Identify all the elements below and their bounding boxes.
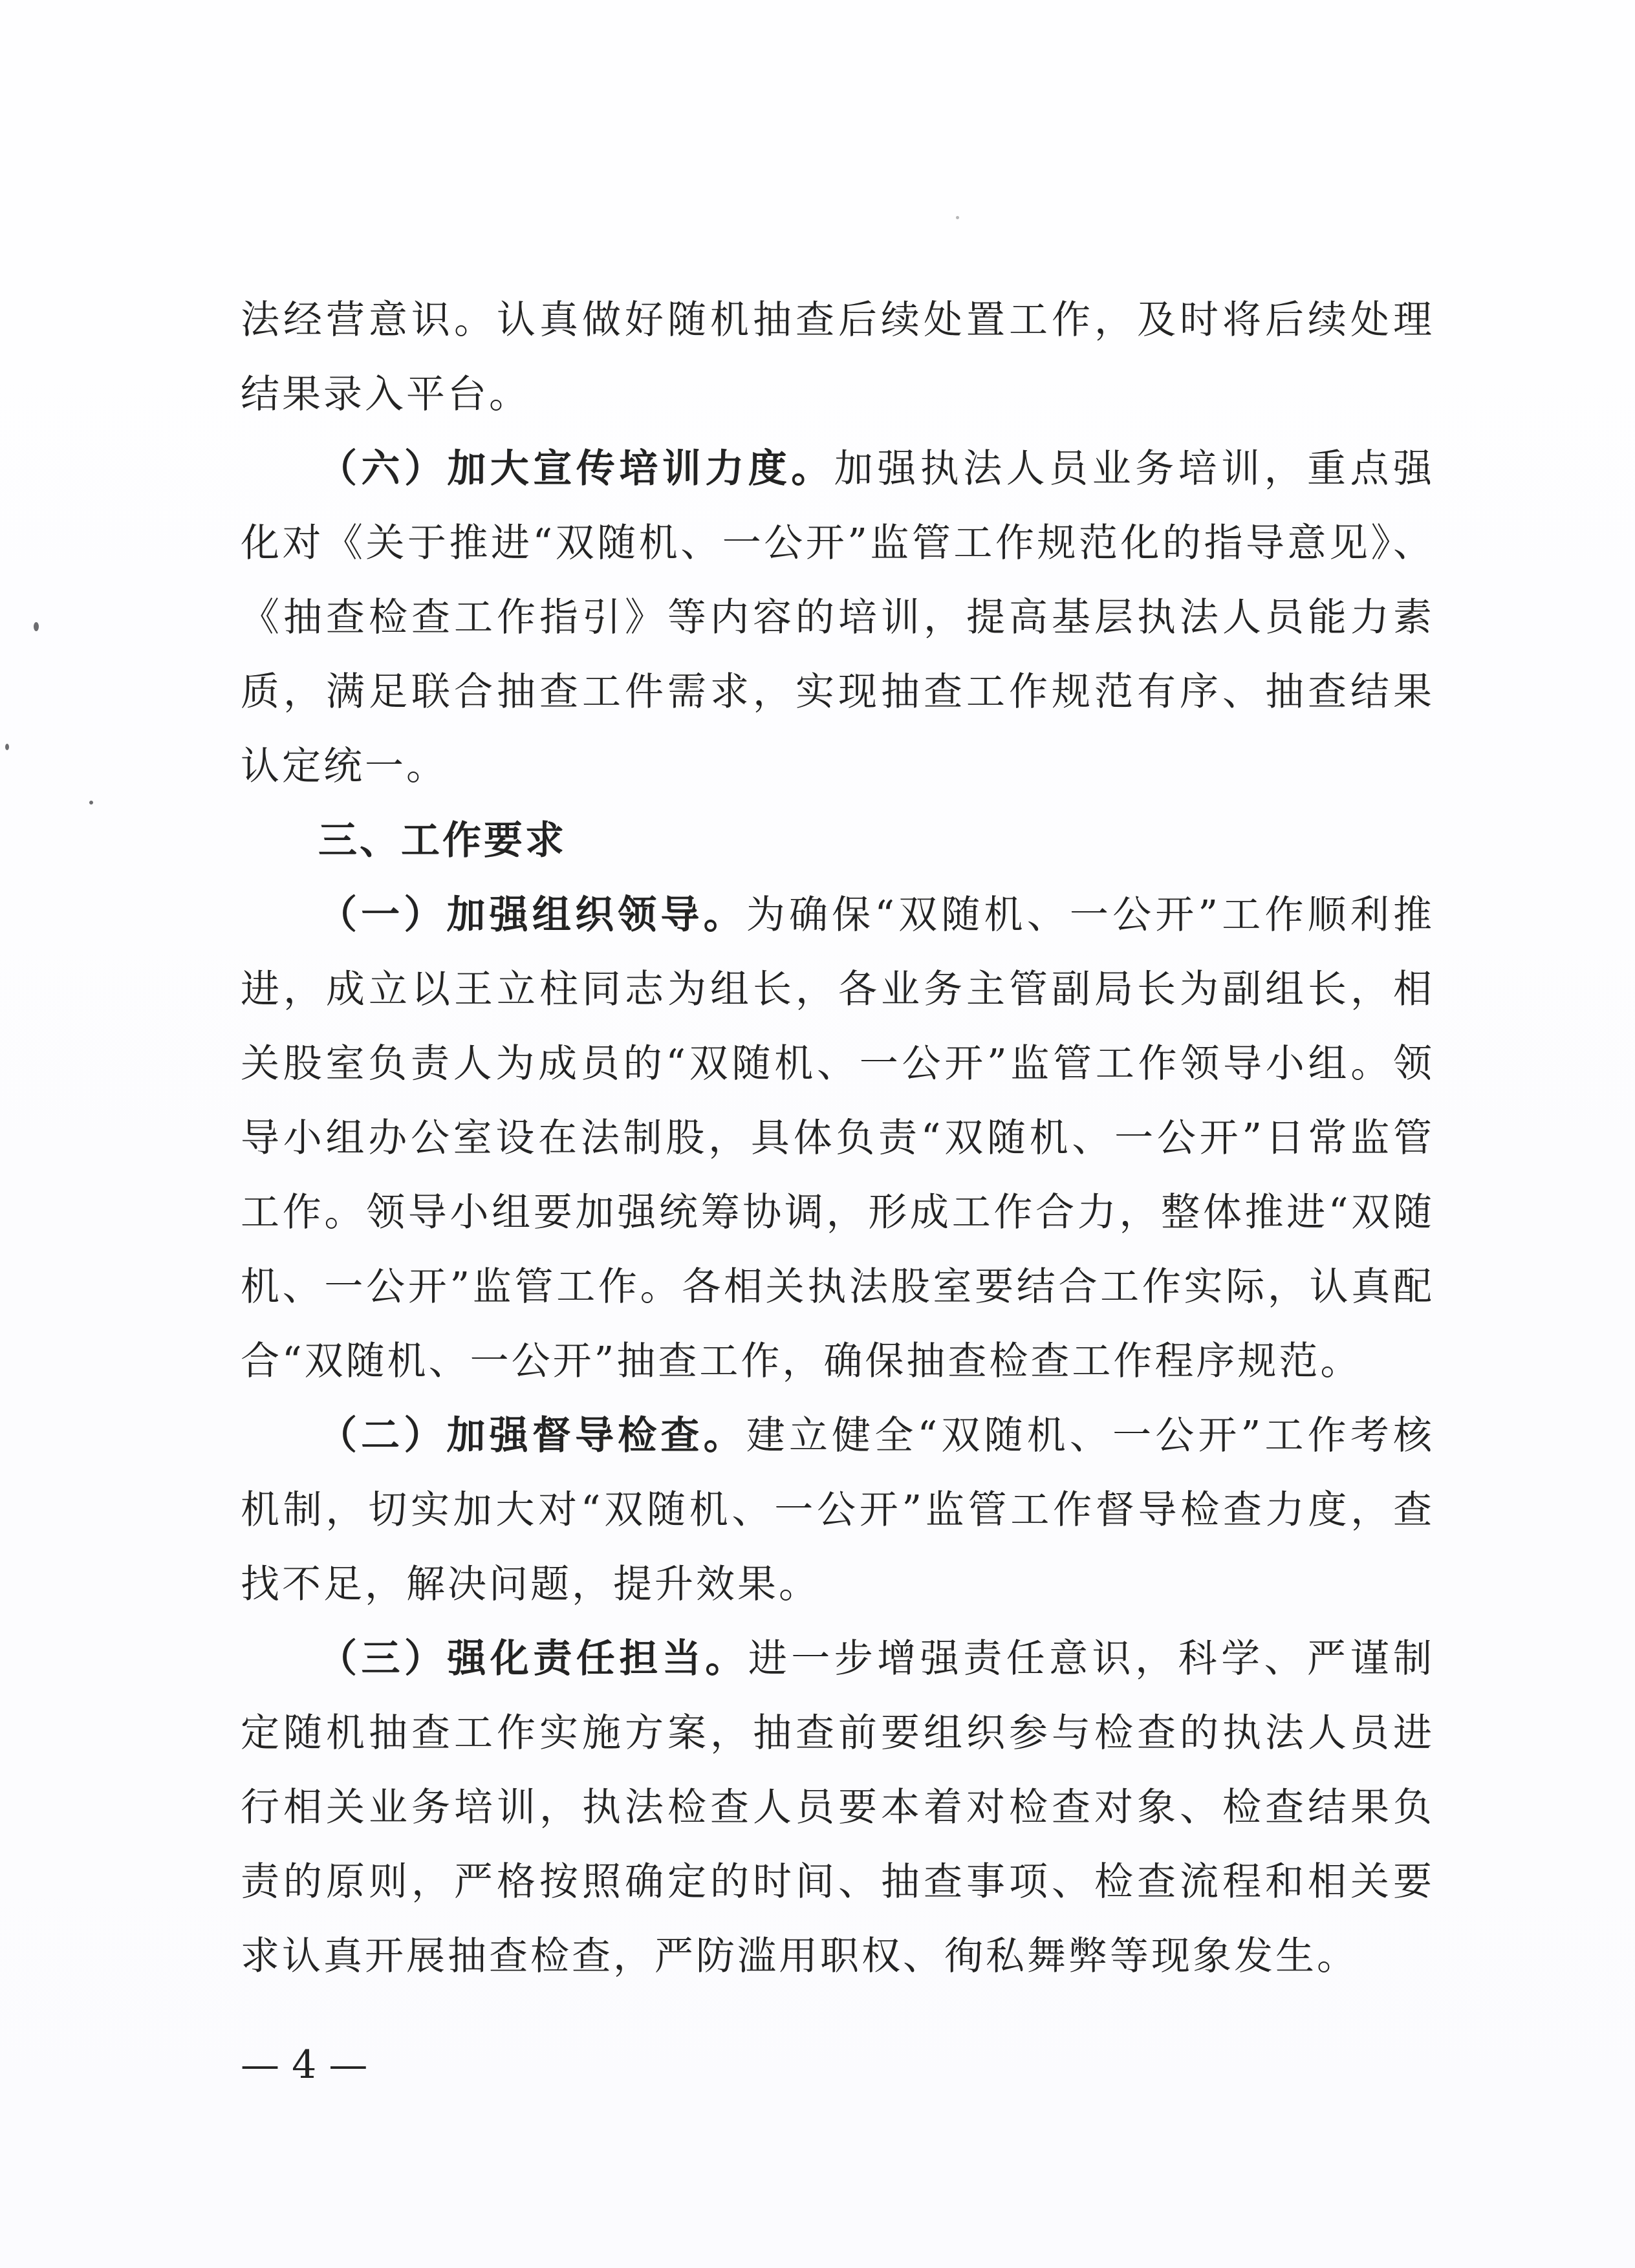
section-heading-work-requirements: 三、工作要求 bbox=[318, 818, 567, 863]
paragraph-organization-leadership bbox=[241, 878, 1435, 1399]
req2-text: 建立健全“双随机、一公开”工作考核机制，切实加大对“双随机、一公开”监管工作督导检查力度，查找不足，解决问题，提升效果。 bbox=[241, 1413, 1435, 1607]
req3-text: 进一步增强责任意识，科学、严谨制定随机抽查工作实施方案，抽查前要组织参与检查的执法人员进行相关业务培训，执法检查人员要本着对检查对象、检查结果负责的原则，严格按照确定的时间、抽查事项、检查流程和相关要求认真开展抽查检查，严防滥用职权、徇私舞弊等现象发生。 bbox=[241, 1636, 1435, 1979]
scan-speck bbox=[956, 216, 959, 219]
page-number: — 4 — bbox=[241, 2042, 368, 2088]
paragraph-publicity-training bbox=[241, 432, 1435, 804]
document-body bbox=[241, 283, 1435, 1994]
scan-speck bbox=[89, 801, 93, 805]
req2-heading: （二）加强督导检查。 bbox=[318, 1413, 746, 1458]
req1-text: 为确保“双随机、一公开”工作顺利推进，成立以王立柱同志为组长，各业务主管副局长为副组长，相关股室负责人为成员的“双随机、一公开”监管工作领导小组。领导小组办公室设在法制股，具体负责“双随机、一公开”日常监管工作。领导小组要加强统筹协调，形成工作合力，整体推进“双随机、一公开”监管工作。各相关执法股室要结合工作实际，认真配合“双随机、一公开”抽查工作，确保抽查检查工作程序规范。 bbox=[241, 892, 1435, 1384]
continuation-paragraph: 法经营意识。认真做好随机抽查后续处置工作，及时将后续处理结果录入平台。 bbox=[241, 297, 1435, 417]
req3-heading: （三）强化责任担当。 bbox=[318, 1636, 748, 1681]
paragraph-supervision-inspection bbox=[241, 1399, 1435, 1622]
paragraph-responsibility bbox=[241, 1622, 1435, 1994]
item6-heading: （六）加大宣传培训力度。 bbox=[318, 446, 834, 491]
req1-heading: （一）加强组织领导。 bbox=[318, 892, 746, 938]
item6-text: 加强执法人员业务培训，重点强化对《关于推进“双随机、一公开”监管工作规范化的指导意见》、《抽查检查工作指引》等内容的培训，提高基层执法人员能力素质，满足联合抽查工件需求，实现抽查工作规范有序、抽查结果认定统一。 bbox=[241, 446, 1435, 789]
scan-speck bbox=[5, 744, 9, 750]
scan-speck bbox=[34, 622, 39, 631]
